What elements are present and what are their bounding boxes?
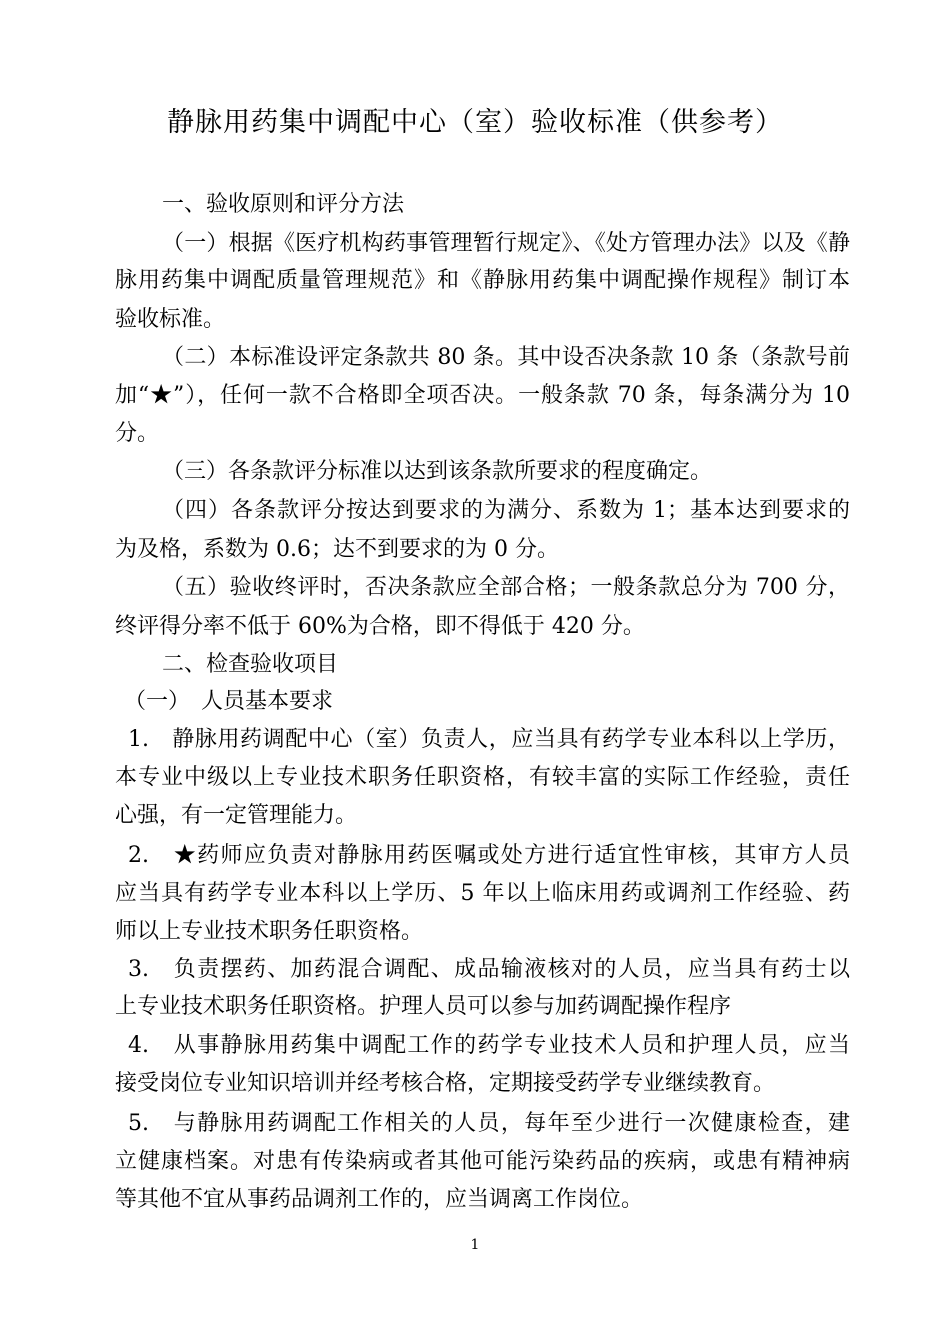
paragraph-line: 为及格，系数为 0.6；达不到要求的为 0 分。 <box>115 537 559 562</box>
paragraph-line: 加“★”），任何一款不合格即全项否决。一般条款 70 条，每条满分为 10 <box>115 383 850 408</box>
paragraph-line: （二）本标准设评定条款共 80 条。其中设否决条款 10 条（条款号前 <box>162 345 850 370</box>
paragraph-line: 验收标准。 <box>115 307 226 332</box>
list-item-line: 2. ★药师应负责对静脉用药医嘱或处方进行适宜性审核，其审方人员 <box>128 843 850 868</box>
list-item-line: 立健康档案。对患有传染病或者其他可能污染药品的疾病，或患有精神病 <box>115 1149 850 1174</box>
list-item-line: 本专业中级以上专业技术职务任职资格，有较丰富的实际工作经验，责任 <box>115 765 850 790</box>
page-number: 1 <box>470 1237 480 1253</box>
section-heading: 二、检查验收项目 <box>162 652 339 677</box>
list-item-line: 应当具有药学专业本科以上学历、5 年以上临床用药或调剂工作经验、药 <box>115 881 850 906</box>
document-title: 静脉用药集中调配中心（室）验收标准（供参考） <box>167 107 783 138</box>
list-item-line: 4. 从事静脉用药集中调配工作的药学专业技术人员和护理人员，应当 <box>128 1033 850 1058</box>
list-item-line: 师以上专业技术职务任职资格。 <box>115 919 424 944</box>
paragraph-line: 终评得分率不低于 60%为合格，即不得低于 420 分。 <box>115 614 645 639</box>
subsection-heading: （一） 人员基本要求 <box>124 689 334 714</box>
paragraph-line: 分。 <box>115 421 160 446</box>
paragraph-line: 脉用药集中调配质量管理规范》和《静脉用药集中调配操作规程》制订本 <box>115 268 850 293</box>
list-item-line: 5. 与静脉用药调配工作相关的人员，每年至少进行一次健康检查，建 <box>128 1111 850 1136</box>
paragraph-line: （四）各条款评分按达到要求的为满分、系数为 1；基本达到要求的 <box>162 498 850 523</box>
section-heading: 一、验收原则和评分方法 <box>162 192 405 217</box>
paragraph-line: （三）各条款评分标准以达到该条款所要求的程度确定。 <box>162 459 713 484</box>
list-item-line: 上专业技术职务任职资格。护理人员可以参与加药调配操作程序 <box>115 994 732 1019</box>
list-item-line: 接受岗位专业知识培训并经考核合格，定期接受药学专业继续教育。 <box>115 1071 776 1096</box>
paragraph-line: （五）验收终评时，否决条款应全部合格；一般条款总分为 700 分， <box>162 575 850 600</box>
paragraph-line: （一）根据《医疗机构药事管理暂行规定》、《处方管理办法》以及《静 <box>162 231 850 256</box>
list-item-line: 1. 静脉用药调配中心（室）负责人，应当具有药学专业本科以上学历， <box>128 727 850 752</box>
list-item-line: 3. 负责摆药、加药混合调配、成品输液核对的人员，应当具有药士以 <box>128 957 850 982</box>
list-item-line: 等其他不宜从事药品调剂工作的，应当调离工作岗位。 <box>115 1187 644 1212</box>
list-item-line: 心强，有一定管理能力。 <box>115 803 358 828</box>
